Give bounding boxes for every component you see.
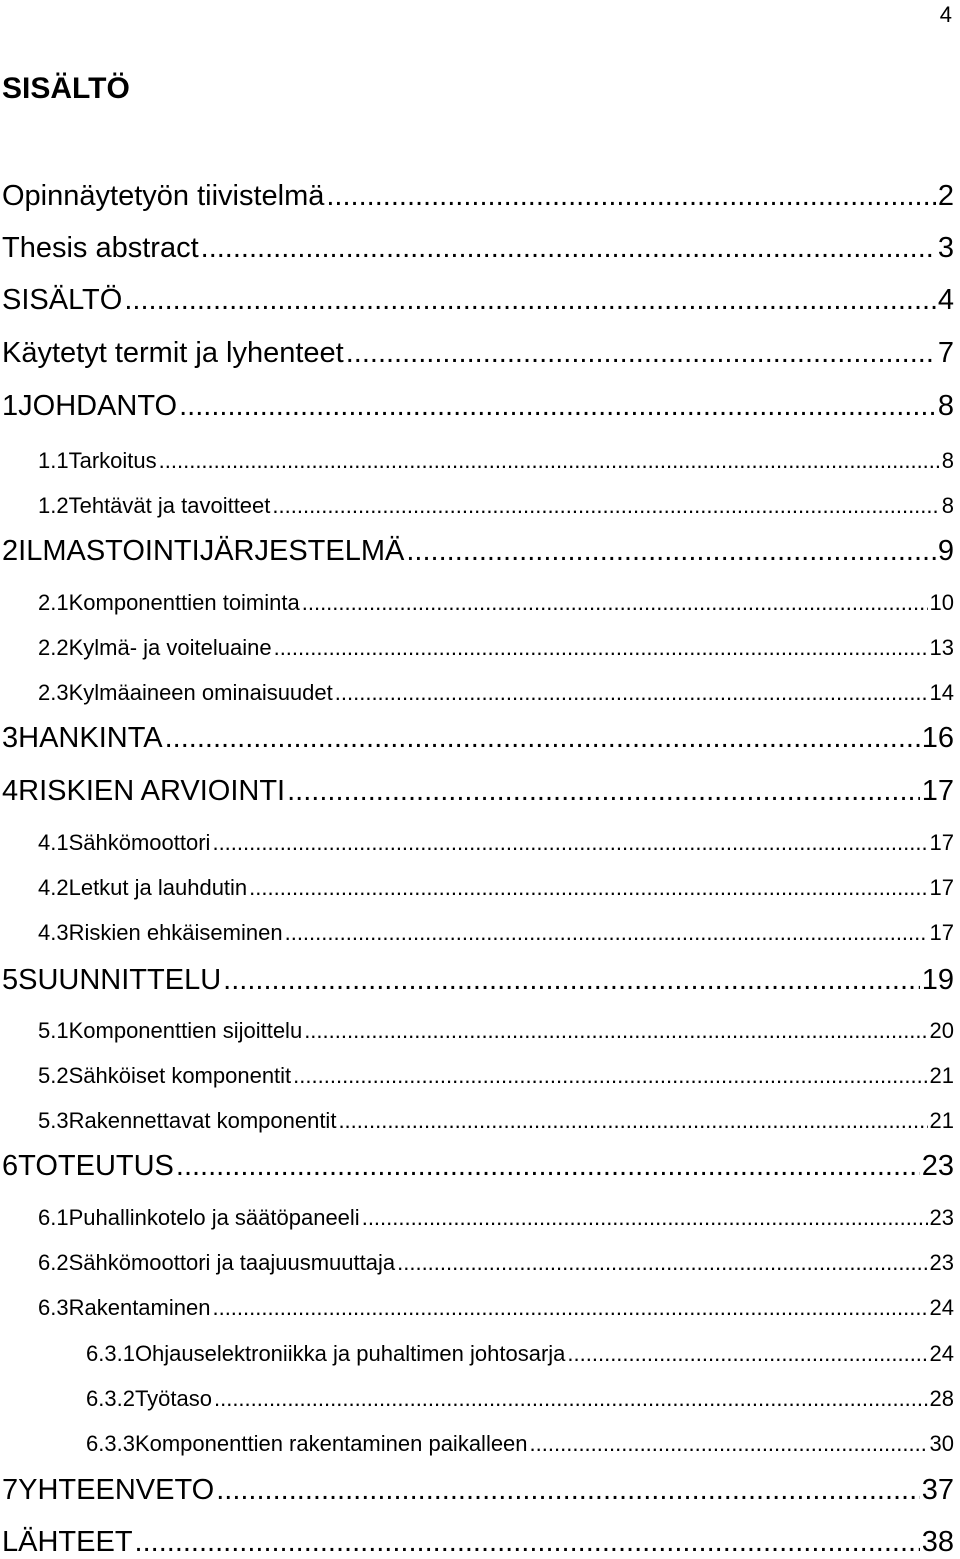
toc-entry-number: 1.2 [38,493,69,518]
toc-entry-title: Komponenttien rakentaminen paikalleen [134,1431,528,1456]
toc-entry[interactable] [2,284,954,317]
dot-leader [362,1205,928,1231]
toc-entry-number: 2.3 [38,680,69,705]
toc-entry[interactable] [86,1341,954,1367]
toc-entry-title: TOTEUTUS [18,1150,174,1182]
toc-entry-title: Kylmä- ja voiteluaine [68,635,272,660]
toc-entry-title: Thesis abstract [2,232,199,264]
dot-leader [406,535,936,568]
dot-leader [223,964,920,997]
dot-leader [135,1526,920,1559]
toc-entry-number: 5.2 [38,1063,69,1088]
dot-leader [274,635,928,661]
toc-entry[interactable] [38,1250,954,1276]
toc-entry[interactable] [38,635,954,661]
toc-entry-title: RISKIEN ARVIOINTI [18,775,286,807]
dot-leader [214,1386,928,1412]
toc-entry-number: 2 [2,535,19,567]
toc-entry-title: Rakentaminen [68,1295,211,1320]
toc-entry[interactable] [2,535,954,568]
toc-entry-number: 5.3 [38,1108,69,1133]
toc-entry-page: 9 [937,535,954,567]
toc-entry-page: 21 [929,1108,954,1133]
toc-entry-title: JOHDANTO [18,390,178,422]
toc-entry-page: 28 [929,1386,954,1411]
toc-entry-page: 19 [921,964,954,996]
toc-entry[interactable] [2,232,954,265]
toc-entry-number: 5.1 [38,1018,69,1043]
dot-leader [302,590,928,616]
dot-leader [397,1250,927,1276]
toc-entry-title: Työtaso [134,1386,212,1411]
toc-entry-page: 37 [921,1474,954,1506]
dot-leader [287,775,920,808]
toc-entry[interactable] [2,964,954,997]
toc-entry[interactable] [38,875,954,901]
dot-leader [165,722,920,755]
toc-entry-number: 6.2 [38,1250,69,1275]
toc-entry-number: 2.1 [38,590,69,615]
toc-entry-title: Riskien ehkäiseminen [68,920,283,945]
toc-entry-title: Sähkömoottori [68,830,211,855]
toc-entry-number: 4.2 [38,875,69,900]
toc-entry-title: Käytetyt termit ja lyhenteet [2,337,344,369]
toc-entry-number: 1 [2,390,19,422]
toc-entry[interactable] [2,775,954,808]
toc-entry-page: 17 [921,775,954,807]
dot-leader [216,1474,920,1507]
toc-entry-number: 7 [2,1474,19,1506]
toc-entry[interactable] [2,722,954,755]
toc-entry-title: Rakennettavat komponentit [68,1108,337,1133]
toc-entry-title: YHTEENVETO [18,1474,215,1506]
toc-entry[interactable] [2,390,954,423]
toc-entry-page: 4 [937,284,954,316]
dot-leader [335,680,928,706]
toc-entry-title: Letkut ja lauhdutin [68,875,248,900]
toc-entry[interactable] [38,920,954,946]
toc-entry[interactable] [38,830,954,856]
toc-entry-number: 5 [2,964,19,996]
toc-entry-number: 6.3.2 [86,1386,135,1411]
toc-entry-page: 3 [937,232,954,264]
toc-entry-page: 2 [937,180,954,212]
toc-entry-number: 6.3.1 [86,1341,135,1366]
toc-entry-page: 16 [921,722,954,754]
toc-entry-page: 17 [929,830,954,855]
toc-entry-page: 7 [937,337,954,369]
toc-entry[interactable] [38,1295,954,1321]
toc-entry-title: Tarkoitus [68,448,157,473]
toc-entry-page: 13 [929,635,954,660]
toc-entry-page: 23 [921,1150,954,1182]
toc-entry-page: 21 [929,1063,954,1088]
toc-entry-title: Sähkömoottori ja taajuusmuuttaja [68,1250,396,1275]
toc-entry[interactable] [2,1474,954,1507]
toc-entry-page: 8 [937,390,954,422]
dot-leader [272,493,939,519]
toc-entry-number: 4.1 [38,830,69,855]
dot-leader [346,337,936,370]
toc-entry[interactable] [2,180,954,213]
toc-entry-title: Puhallinkotelo ja säätöpaneeli [68,1205,360,1230]
toc-entry-title: Opinnäytetyön tiivistelmä [2,180,325,212]
dot-leader [179,390,936,423]
toc-entry[interactable] [2,1526,954,1559]
toc-entry-page: 30 [929,1431,954,1456]
toc-entry[interactable] [38,590,954,616]
toc-entry-title: Komponenttien toiminta [68,590,300,615]
toc-heading: SISÄLTÖ [2,72,130,105]
toc-entry[interactable] [38,1063,954,1089]
toc-entry[interactable] [2,337,954,370]
toc-entry[interactable] [38,680,954,706]
toc-entry[interactable] [38,1018,954,1044]
toc-entry-page: 17 [929,920,954,945]
toc-entry-number: 6.3.3 [86,1431,135,1456]
dot-leader [201,232,936,265]
toc-entry-page: 38 [921,1526,954,1558]
toc-entry-title: Komponenttien sijoittelu [68,1018,303,1043]
toc-entry-number: 4.3 [38,920,69,945]
dot-leader [338,1108,927,1134]
toc-entry-page: 23 [929,1250,954,1275]
toc-entry-page: 20 [929,1018,954,1043]
dot-leader [176,1150,920,1183]
toc-entry-title: SUUNNITTELU [18,964,222,996]
toc-entry-page: 24 [929,1341,954,1366]
toc-entry-number: 4 [2,775,19,807]
toc-entry[interactable] [86,1386,954,1412]
toc-entry[interactable] [38,493,954,519]
toc-entry[interactable] [38,1108,954,1134]
dot-leader [293,1063,927,1089]
toc-entry-number: 1.1 [38,448,69,473]
dot-leader [326,180,935,213]
dot-leader [567,1341,927,1367]
toc-entry-page: 10 [929,590,954,615]
toc-entry-title: Tehtävät ja tavoitteet [68,493,271,518]
toc-entry-title: Sähköiset komponentit [68,1063,292,1088]
toc-entry[interactable] [38,448,954,474]
dot-leader [159,448,940,474]
dot-leader [304,1018,927,1044]
toc-entry-number: 3 [2,722,19,754]
toc-entry-title: SISÄLTÖ [2,284,123,316]
dot-leader [212,1295,927,1321]
toc-entry-title: ILMASTOINTIJÄRJESTELMÄ [18,535,405,567]
dot-leader [212,830,927,856]
toc-entry-number: 6 [2,1150,19,1182]
toc-entry-title: HANKINTA [18,722,163,754]
toc-entry[interactable] [38,1205,954,1231]
toc-entry[interactable] [2,1150,954,1183]
toc-entry-title: LÄHTEET [2,1526,133,1558]
toc-entry-page: 23 [929,1205,954,1230]
dot-leader [249,875,927,901]
dot-leader [530,1431,928,1457]
toc-entry-page: 14 [929,680,954,705]
toc-entry-page: 17 [929,875,954,900]
toc-entry-page: 8 [941,448,954,473]
toc-entry-number: 6.3 [38,1295,69,1320]
toc-entry-number: 2.2 [38,635,69,660]
toc-entry-page: 24 [929,1295,954,1320]
toc-entry-number: 6.1 [38,1205,69,1230]
toc-entry-title: Ohjauselektroniikka ja puhaltimen johtosarja [134,1341,566,1366]
toc-entry-title: Kylmäaineen ominaisuudet [68,680,333,705]
toc-entry-page: 8 [941,493,954,518]
dot-leader [124,284,936,317]
toc-entry[interactable] [86,1431,954,1457]
dot-leader [285,920,928,946]
page-number: 4 [939,2,952,27]
